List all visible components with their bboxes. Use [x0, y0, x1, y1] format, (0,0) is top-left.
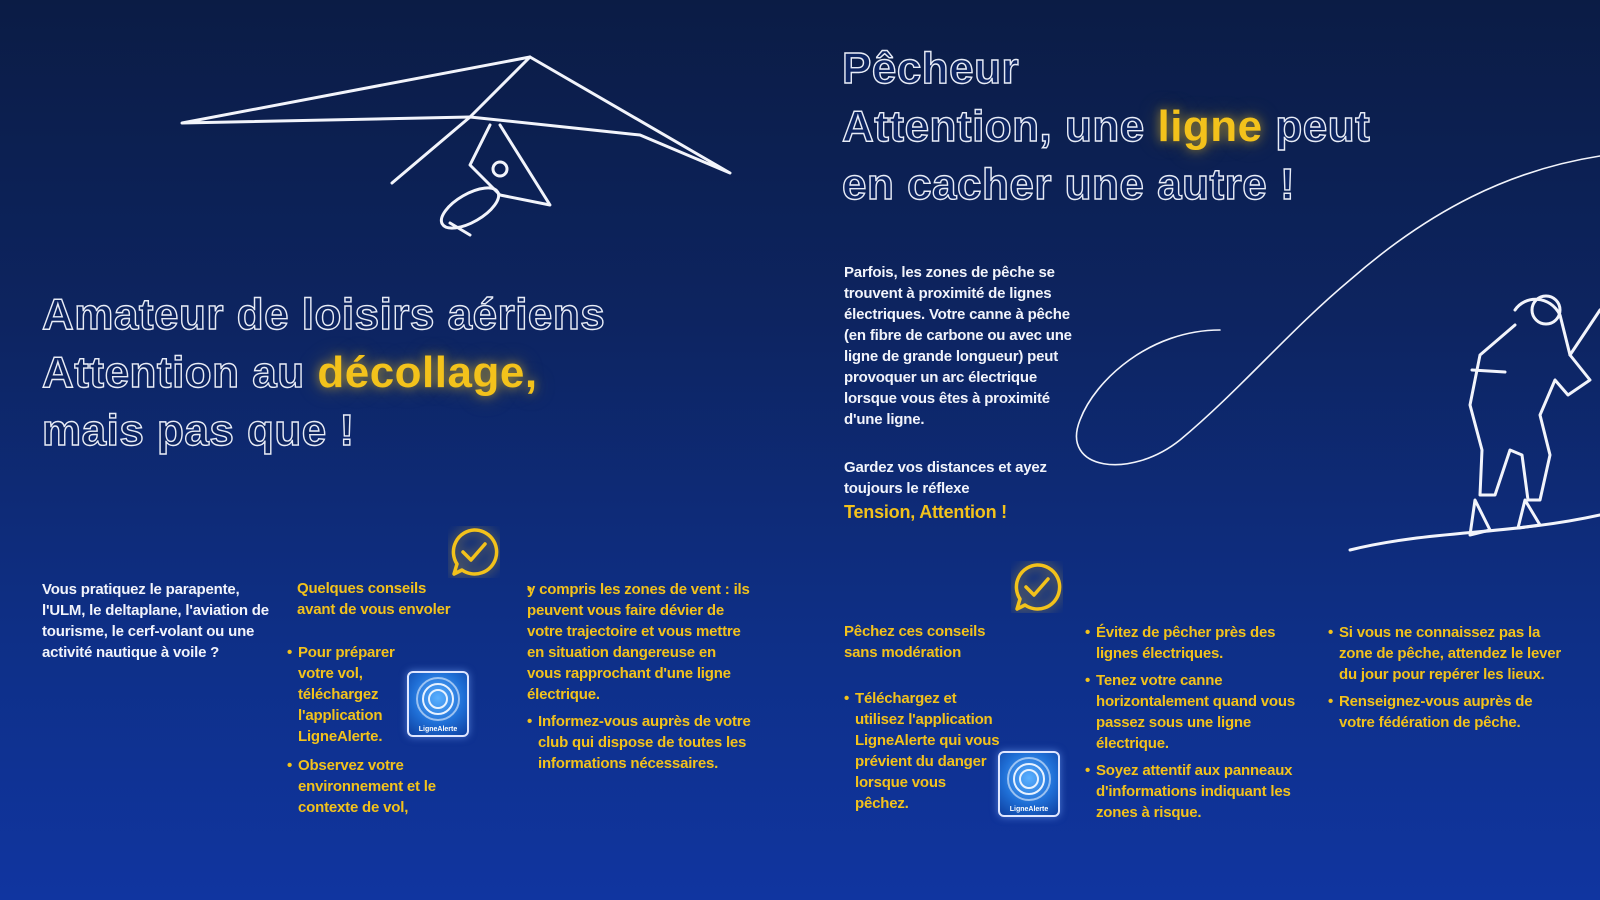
right-distance-line: Gardez vos distances et ayez toujours le réflexe	[844, 459, 1047, 497]
right-title-highlight: ligne	[1157, 102, 1263, 151]
right-paragraph: Parfois, les zones de pêche se trouvent à proximité de lignes électriques. Votre canne à pêche (en fibre de carbone ou avec une ligne de grande longueur) peut provoquer un arc électrique lorsque vous êtes à proximité d'une ligne.	[844, 264, 1072, 428]
right-tip-1: • Téléchargez et utilisez l'application LigneAlerte qui vous prévient du danger lorsque vous pêchez.	[844, 688, 1044, 814]
left-tip-4: • Informez-vous auprès de votre club qui dispose de toutes les informations nécessaires.	[527, 711, 752, 774]
hang-glider-icon	[170, 45, 750, 255]
right-title-line3: en cacher une autre !	[842, 160, 1296, 209]
left-tip-2: • Observez votre environnement et le contexte de vol,	[287, 755, 477, 818]
app-icon-label: LigneAlerte	[418, 726, 458, 733]
app-icon-label: LigneAlerte	[1009, 806, 1049, 813]
left-title-highlight: décollage,	[317, 348, 538, 397]
right-tips-heading-line2: sans modération	[844, 644, 962, 661]
left-title-line2	[42, 344, 662, 402]
left-tip-1: • Pour préparer votre vol, téléchargez l'application LigneAlerte.	[287, 642, 467, 747]
right-tip-2: • Évitez de pêcher près des lignes électriques.	[1085, 622, 1315, 664]
left-title-line3: mais pas que !	[42, 406, 355, 455]
right-reflex: Tension, Attention !	[844, 502, 1007, 522]
right-tip-5: • Si vous ne connaissez pas la zone de pêche, attendez le lever du jour pour repérer les lieux.	[1328, 622, 1568, 685]
fisherman-icon	[1070, 150, 1600, 570]
left-intro: Vous pratiquez le parapente, l'ULM, le deltaplane, l'aviation de tourisme, le cerf-volant ou une activité nautique à voile ?	[42, 581, 269, 661]
app-swirl-icon	[409, 673, 467, 725]
right-title-line2: Attention, une ligne peut	[842, 102, 1371, 151]
left-title-line2-prefix: Attention au	[42, 348, 318, 397]
left-tip-3: • y compris les zones de vent : ils peuvent vous faire dévier de votre trajectoire et vous mettre en situation dangereuse en vous rapprochant d'une ligne électrique.	[527, 579, 752, 705]
left-tips-heading-line2: avant de vous envoler	[297, 601, 451, 618]
left-title-line1: Amateur de loisirs aériens	[42, 290, 606, 339]
app-swirl-icon	[1000, 753, 1058, 805]
right-tip-6: • Renseignez-vous auprès de votre fédération de pêche.	[1328, 691, 1568, 733]
check-bubble-icon	[1011, 561, 1063, 613]
right-tip-4: • Soyez attentif aux panneaux d'informations indiquant les zones à risque.	[1085, 760, 1315, 823]
right-tips-heading-line1: Pêchez ces conseils	[844, 623, 986, 640]
check-bubble-icon	[448, 526, 500, 578]
right-tip-3: • Tenez votre canne horizontalement quand vous passez sous une ligne électrique.	[1085, 670, 1315, 754]
left-tips-heading-line1: Quelques conseils	[297, 580, 427, 597]
right-title-line1: Pêcheur	[842, 44, 1020, 93]
lignealerte-app-icon[interactable]	[407, 671, 469, 737]
lignealerte-app-icon[interactable]	[998, 751, 1060, 817]
